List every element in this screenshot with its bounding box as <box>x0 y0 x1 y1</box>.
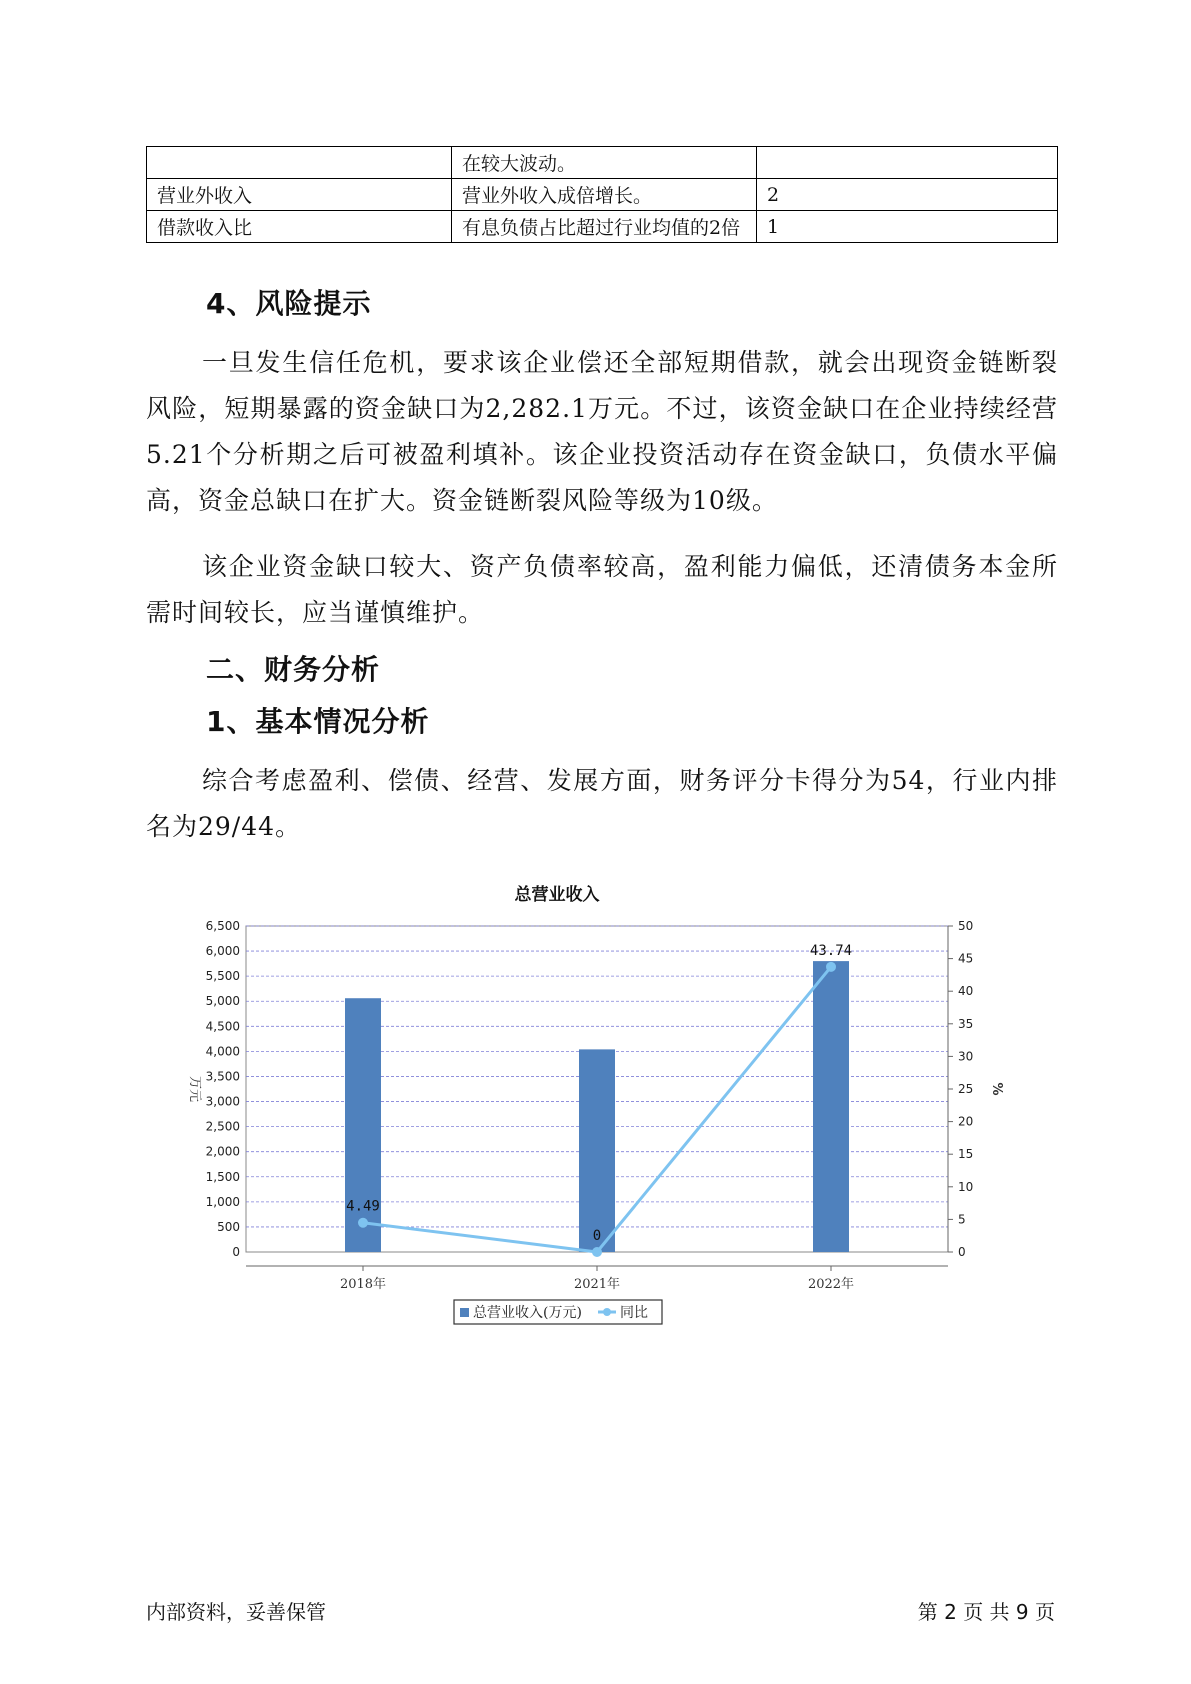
table-cell: 有息负债占比超过行业均值的2倍 <box>452 211 757 243</box>
y-tick-label: 500 <box>217 1219 240 1234</box>
table-cell: 在较大波动。 <box>452 147 757 179</box>
y2-tick-label: 10 <box>958 1179 974 1194</box>
table-cell: 2 <box>757 179 1058 211</box>
risk-heading: 4、风险提示 <box>206 287 372 320</box>
y2-tick-label: 40 <box>958 984 974 999</box>
risk-paragraph-1: 一旦发生信任危机，要求该企业偿还全部短期借款，就会出现资金链断裂风险，短期暴露的资金缺口为2,282.1万元。不过，该资金缺口在企业持续经营 5.21个分析期之后可被盈利填补。该企业投资活动存在资金缺口，负债水平偏高，资金总缺口在扩大。资金链断裂风险等级为10级。 <box>146 348 1058 515</box>
x-tick-label: 2018年 <box>339 1277 387 1292</box>
y-tick-label: 2,500 <box>205 1119 240 1134</box>
table-cell: 借款收入比 <box>147 211 452 243</box>
y2-tick-label: 0 <box>958 1245 966 1259</box>
y2-tick-label: 5 <box>958 1212 966 1227</box>
table-cell <box>147 147 452 179</box>
score-paragraph: 综合考虑盈利、偿债、经营、发展方面，财务评分卡得分为54，行业内排名为29/44。 <box>146 766 1058 841</box>
legend-label-line: 同比 <box>620 1305 648 1321</box>
y2-tick-label: 15 <box>958 1147 974 1162</box>
table-row <box>147 147 1058 179</box>
bar <box>579 1049 615 1252</box>
basic-analysis-subheading: 1、基本情况分析 <box>206 705 430 738</box>
y2-tick-label: 35 <box>958 1016 974 1031</box>
chart-title: 总营业收入 <box>514 885 600 905</box>
x-tick-label: 2022年 <box>807 1277 855 1292</box>
x-tick-label: 2021年 <box>573 1277 621 1292</box>
y2-tick-label: 45 <box>958 951 974 966</box>
y2-tick-label: 25 <box>958 1082 974 1096</box>
yoy-point <box>826 962 836 972</box>
y-tick-label: 6,000 <box>205 944 240 959</box>
legend-label-bar: 总营业收入(万元) <box>473 1305 582 1321</box>
y-tick-label: 4,000 <box>205 1044 240 1059</box>
finance-heading: 二、财务分析 <box>206 653 381 686</box>
yoy-point <box>592 1247 602 1257</box>
legend-swatch-bar <box>460 1308 469 1317</box>
footer-page-number: 第 2 页 共 9 页 <box>917 1600 1055 1624</box>
footer-confidential-note: 内部资料，妥善保管 <box>146 1600 326 1624</box>
data-label: 4.49 <box>346 1198 380 1215</box>
risk-indicator-table <box>146 146 1058 243</box>
revenue-chart <box>170 880 1030 1340</box>
table-cell: 营业外收入成倍增长。 <box>452 179 757 211</box>
yoy-point <box>358 1218 368 1228</box>
y2-tick-label: 30 <box>958 1049 974 1064</box>
table-cell: 营业外收入 <box>147 179 452 211</box>
y2-axis-label: % <box>989 1082 1004 1096</box>
y-tick-label: 6,500 <box>205 919 240 933</box>
data-label: 43.74 <box>809 942 853 959</box>
y-tick-label: 1,000 <box>205 1194 240 1209</box>
y-tick-label: 2,000 <box>205 1144 240 1159</box>
table-row <box>147 179 1058 211</box>
data-label: 0 <box>592 1228 602 1244</box>
table-row <box>147 211 1058 243</box>
risk-paragraph-2: 该企业资金缺口较大、资产负债率较高，盈利能力偏低，还清债务本金所需时间较长，应当谨慎维护。 <box>146 552 1058 627</box>
table-cell <box>757 147 1058 179</box>
bar <box>813 961 849 1252</box>
y-tick-label: 3,500 <box>205 1069 240 1084</box>
y-tick-label: 5,500 <box>205 969 240 984</box>
y-tick-label: 0 <box>232 1245 240 1259</box>
y2-tick-label: 50 <box>958 919 974 933</box>
y-tick-label: 1,500 <box>205 1169 240 1184</box>
legend-swatch-marker <box>603 1308 611 1316</box>
y2-tick-label: 20 <box>958 1114 974 1129</box>
y-tick-label: 5,000 <box>205 994 240 1009</box>
table-cell: 1 <box>757 211 1058 243</box>
y-tick-label: 3,000 <box>205 1094 240 1109</box>
revenue-chart-svg <box>170 880 1030 1340</box>
y-axis-label: 万元 <box>187 1075 202 1103</box>
y-tick-label: 4,500 <box>205 1019 240 1034</box>
